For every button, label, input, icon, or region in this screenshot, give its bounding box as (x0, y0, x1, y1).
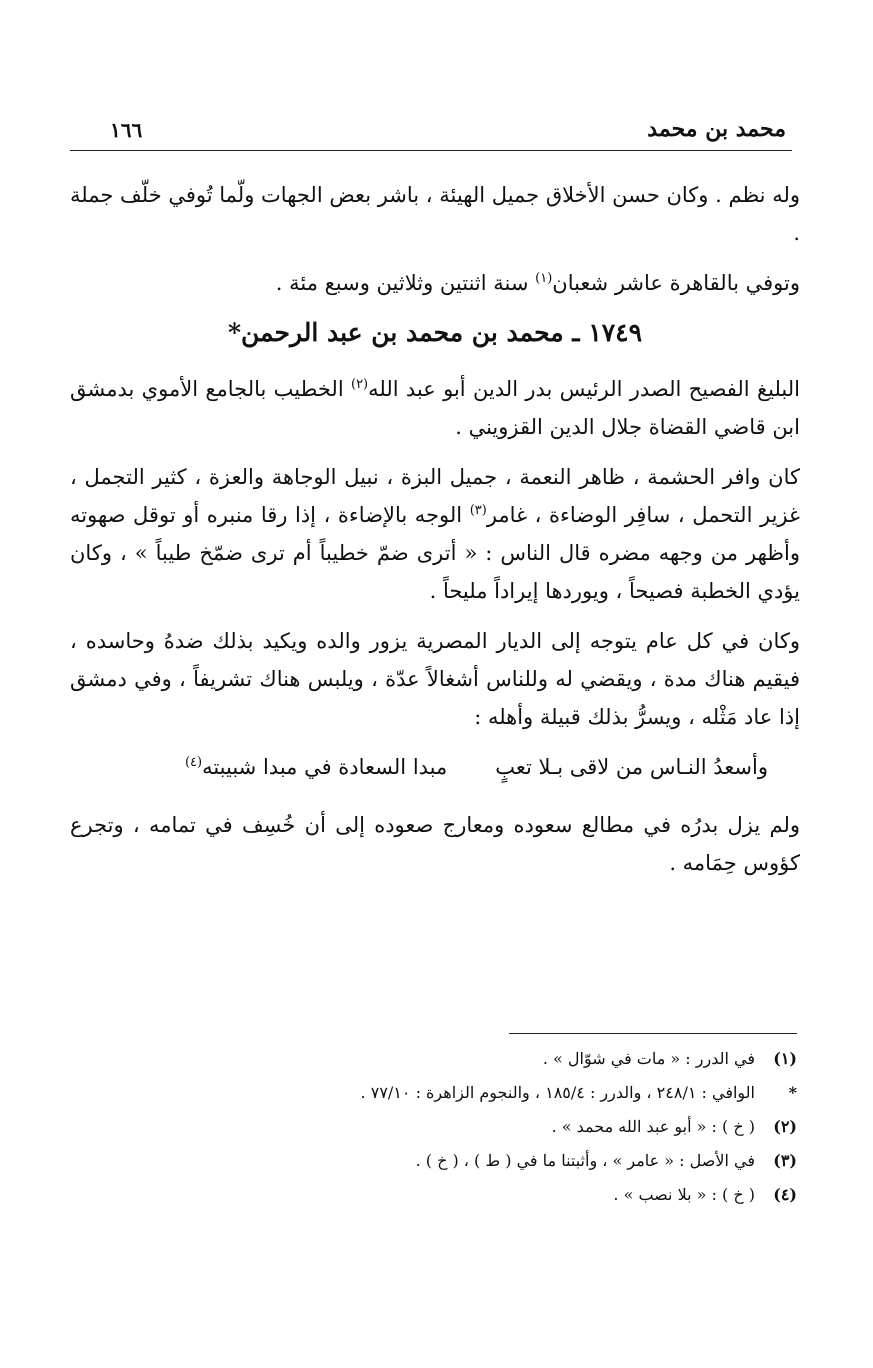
paragraph-5: وكان في كل عام يتوجه إلى الديار المصرية يزور والده ويكيد بذلك ضدهُ وحاسده ، فيقيم هناك مدة ، ويقضي له وللناس أشغالاً عدّة ، ويلبس هناك تشريفاً ، وفي دمشق إذا عاد مَثْله ، ويسرُّ بذلك قبيلة وأهله : (70, 629, 800, 729)
poem-hemistich-1: وأسعدُ النـاس من لاقى بـلا تعبٍ (495, 755, 768, 779)
paragraph-2 (70, 264, 800, 302)
paragraph-2-text-end: سنة اثنتين وثلاثين وسبع مئة . (275, 271, 536, 295)
poem-verse (70, 748, 768, 786)
footnote-text: الوافي : ٢٤٨/١ ، والدرر : ١٨٥/٤ ، والنجوم الزاهرة : ٧٧/١٠ . (360, 1083, 755, 1102)
footnote-mark: (٣) (773, 1151, 797, 1170)
footnote-item (237, 1042, 797, 1076)
running-head: محمد بن محمد (647, 116, 786, 142)
footnote-mark: (٤) (773, 1185, 797, 1204)
page-header (70, 114, 792, 151)
paragraph-1: وله نظم . وكان حسن الأخلاق جميل الهيئة ، باشر بعض الجهات ولّما تُوفي خلّف جملة . (70, 183, 800, 245)
footnote-text: في الأصل : « عامر » ، وأثبتنا ما في ( ط ) ، ( خ ) . (415, 1151, 755, 1170)
poem-hemistich-2-wrap (185, 748, 447, 786)
main-text (70, 176, 800, 894)
footnote-divider (509, 1033, 797, 1034)
footnote-item (237, 1076, 797, 1110)
paragraph-3 (70, 370, 800, 446)
footnotes (237, 1042, 797, 1212)
footnote-text: في الدرر : « مات في شوّال » . (542, 1049, 755, 1068)
paragraph-6: ولم يزل بدرُه في مطالع سعوده ومعارج صعوده إلى أن خُسِف في تمامه ، وتجرع كؤوس حِمَامه . (70, 813, 800, 875)
footnote-ref-2: (٢) (350, 377, 369, 392)
footnote-item (237, 1110, 797, 1144)
entry-heading: ١٧٤٩ ـ محمد بن محمد بن عبد الرحمن* (227, 318, 643, 347)
footnote-text: ( خ ) : « بلا نصب » . (613, 1185, 755, 1204)
footnote-item (237, 1144, 797, 1178)
footnote-ref-1: (١) (535, 271, 553, 286)
page-number: ١٦٦ (110, 118, 143, 142)
paragraph-3-text-end: الخطيب بالجامع الأموي بدمشق ابن قاضي القضاة جلال الدين القزويني . (70, 377, 800, 439)
footnote-text: ( خ ) : « أبو عبد الله محمد » . (551, 1117, 755, 1136)
paragraph-3-text-start: البليغ الفصيح الصدر الرئيس بدر الدين أبو عبد الله (368, 377, 800, 401)
footnote-mark: (١) (773, 1049, 797, 1068)
paragraph-4-text-end: الوجه بالإضاءة ، إذا رقا منبره أو توقل صهوته وأظهر من وجهه مضره قال الناس : « أترى ضمّ خطيباً أم ترى ضمّخ طيباً » ، وكان يؤدي الخطبة فصيحاً ، ويوردها إيراداً مليحاً . (70, 503, 800, 603)
paragraph-2-text-start: وتوفي بالقاهرة عاشر شعبان (552, 271, 800, 295)
footnote-mark: * (788, 1083, 797, 1102)
footnote-item (237, 1178, 797, 1212)
paragraph-4-text-start: كان وافر الحشمة ، ظاهر النعمة ، جميل البزة ، نبيل الوجاهة والعزة ، كثير التجمل ، غزير التحمل ، سافِر الوضاءة ، غامر (70, 465, 800, 527)
footnote-ref-3: (٣) (469, 503, 487, 518)
footnote-mark: (٢) (773, 1117, 797, 1136)
footnote-ref-4: (٤) (184, 755, 203, 770)
poem-hemistich-2: مبدا السعادة في مبدا شبيبته (202, 755, 448, 779)
paragraph-4 (70, 458, 800, 610)
